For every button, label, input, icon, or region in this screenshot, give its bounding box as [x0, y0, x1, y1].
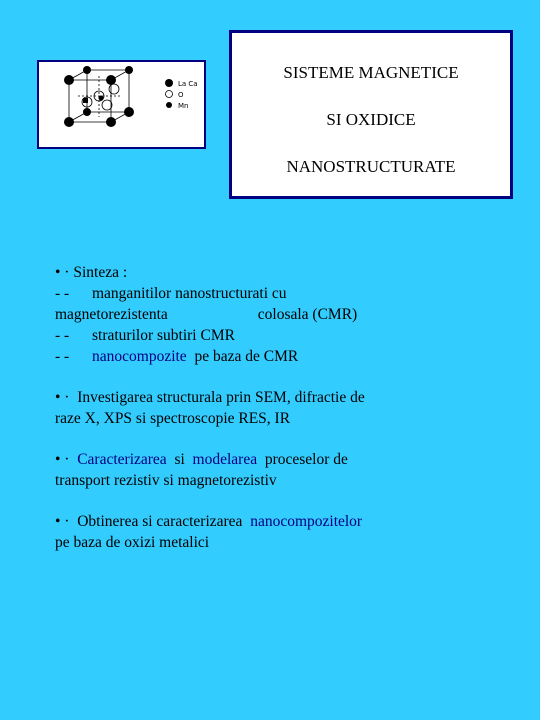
- caracterizarea-term: Caracterizarea: [77, 451, 167, 468]
- nanocompozite-term: nanocompozite: [92, 348, 187, 365]
- legend-mn: Mn: [178, 102, 189, 110]
- obtinere-text-1: Obtinerea si caracterizarea: [77, 513, 243, 530]
- obtinere-text-2: pe baza de oxizi metalici: [55, 534, 210, 551]
- nanocompozitelor-term: nanocompozitelor: [250, 513, 363, 530]
- obtinere-line-1: [55, 511, 495, 532]
- caracterizare-text-2: transport rezistiv si magnetorezistiv: [55, 472, 277, 489]
- si-word: si: [174, 451, 185, 468]
- dash-marker: - -: [55, 285, 70, 302]
- content-list: [55, 262, 495, 553]
- bullet-marker: • ·: [55, 264, 70, 281]
- sinteza-line-3: straturilor subtiri CMR: [92, 327, 235, 344]
- sinteza-item-2: [55, 325, 495, 346]
- investigare-text-1: Investigarea structurala prin SEM, difractie de: [77, 389, 365, 406]
- obtinere-line-2: [55, 532, 495, 553]
- investigare-line-2: [55, 408, 495, 429]
- sinteza-heading-line: [55, 262, 495, 283]
- sinteza-heading: Sinteza :: [73, 264, 128, 281]
- proceselor-text: proceselor de: [264, 451, 348, 468]
- perovskite-lattice-image: [39, 62, 204, 147]
- bullet-marker: • ·: [55, 389, 70, 406]
- bullet-marker: • ·: [55, 451, 70, 468]
- title-line-3: NANOSTRUCTURATE: [286, 157, 456, 176]
- sinteza-line-4: pe baza de CMR: [194, 348, 299, 365]
- legend-o: O: [178, 91, 184, 99]
- title-line-2: SI OXIDICE: [326, 110, 416, 129]
- bullet-marker: • ·: [55, 513, 70, 530]
- title-box: [229, 30, 513, 199]
- sinteza-item-1-cont: [55, 304, 495, 325]
- crystal-structure-figure: [37, 60, 206, 149]
- sinteza-line-2b: colosala (CMR): [257, 306, 358, 323]
- sinteza-item-3: [55, 346, 495, 367]
- dash-marker: - -: [55, 327, 70, 344]
- sinteza-line-2a: magnetorezistenta: [55, 306, 168, 323]
- investigare-text-2: raze X, XPS si spectroscopie RES, IR: [55, 410, 291, 427]
- investigare-line-1: [55, 387, 495, 408]
- caracterizare-line-2: [55, 470, 495, 491]
- sinteza-line-1: manganitilor nanostructurati cu: [92, 285, 287, 302]
- sinteza-item-1: [55, 283, 495, 304]
- title-line-1: SISTEME MAGNETICE: [283, 63, 459, 82]
- legend-la-ca: La Ca: [178, 80, 198, 88]
- modelarea-term: modelarea: [192, 451, 258, 468]
- dash-marker: - -: [55, 348, 70, 365]
- caracterizare-line-1: [55, 449, 495, 470]
